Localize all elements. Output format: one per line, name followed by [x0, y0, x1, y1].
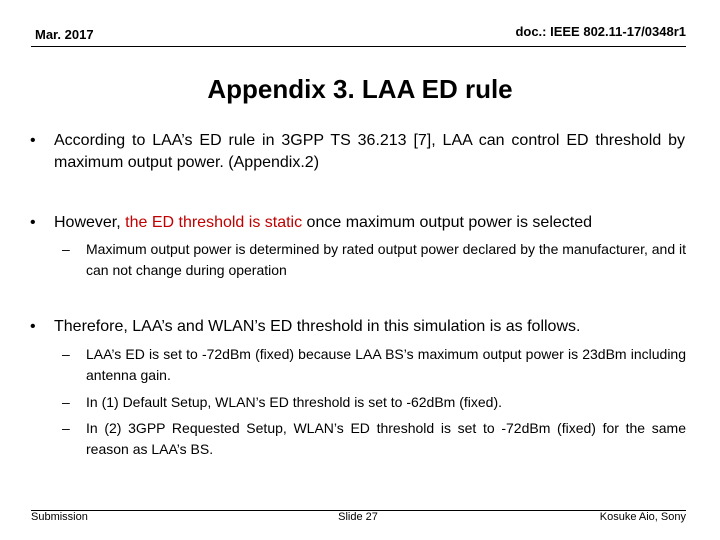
bullet-2-text: [54, 212, 685, 234]
sub-bullet-3-3: [62, 418, 686, 460]
sub-bullet-marker: –: [62, 241, 70, 257]
slide-title: Appendix 3. LAA ED rule: [207, 74, 513, 104]
header-date: Mar. 2017: [35, 27, 94, 42]
bullet-2-post: once maximum output power is selected: [302, 214, 593, 231]
sub-bullet-marker: –: [62, 394, 70, 410]
sub-bullet-3-1-text: LAA’s ED is set to -72dBm (fixed) because LAA BS’s maximum output power is 23dBm including antenna gain.: [86, 346, 686, 383]
bullet-marker: •: [30, 214, 36, 231]
bullet-1: [30, 130, 685, 174]
bullet-2-pre: However,: [54, 214, 126, 231]
bullet-marker: •: [30, 132, 36, 149]
sub-bullet-2-1: [62, 239, 686, 281]
footer-submission: Submission: [31, 511, 88, 523]
sub-bullet-3-2-text: In (1) Default Setup, WLAN’s ED threshold is set to -62dBm (fixed).: [86, 394, 503, 410]
bullet-marker: •: [30, 318, 36, 335]
sub-bullet-marker: –: [62, 346, 70, 362]
bullet-3-text: Therefore, LAA’s and WLAN’s ED threshold in this simulation is as follows.: [54, 318, 581, 335]
footer-author: Kosuke Aio, Sony: [599, 511, 686, 523]
sub-bullet-marker: –: [62, 420, 70, 436]
sub-bullet-3-2: [62, 392, 686, 413]
bullet-2-highlight: the ED threshold is static: [125, 214, 303, 231]
bullet-3: [30, 316, 685, 338]
header-rule: [31, 46, 686, 47]
bullet-2: [30, 212, 685, 234]
header-doc-id: doc.: IEEE 802.11-17/0348r1: [515, 24, 686, 39]
footer-slide-number: Slide 27: [338, 511, 378, 523]
sub-bullet-3-3-text: In (2) 3GPP Requested Setup, WLAN’s ED threshold is set to -72dBm (fixed) for the same reason as LAA’s BS.: [86, 420, 686, 457]
sub-bullet-2-1-text: Maximum output power is determined by rated output power declared by the manufacturer, and it can not change during operation: [86, 241, 686, 278]
bullet-1-text: According to LAA’s ED rule in 3GPP TS 36.213 [7], LAA can control ED threshold by maximum output power. (Appendix.2): [54, 132, 685, 171]
sub-bullet-3-1: [62, 344, 686, 386]
